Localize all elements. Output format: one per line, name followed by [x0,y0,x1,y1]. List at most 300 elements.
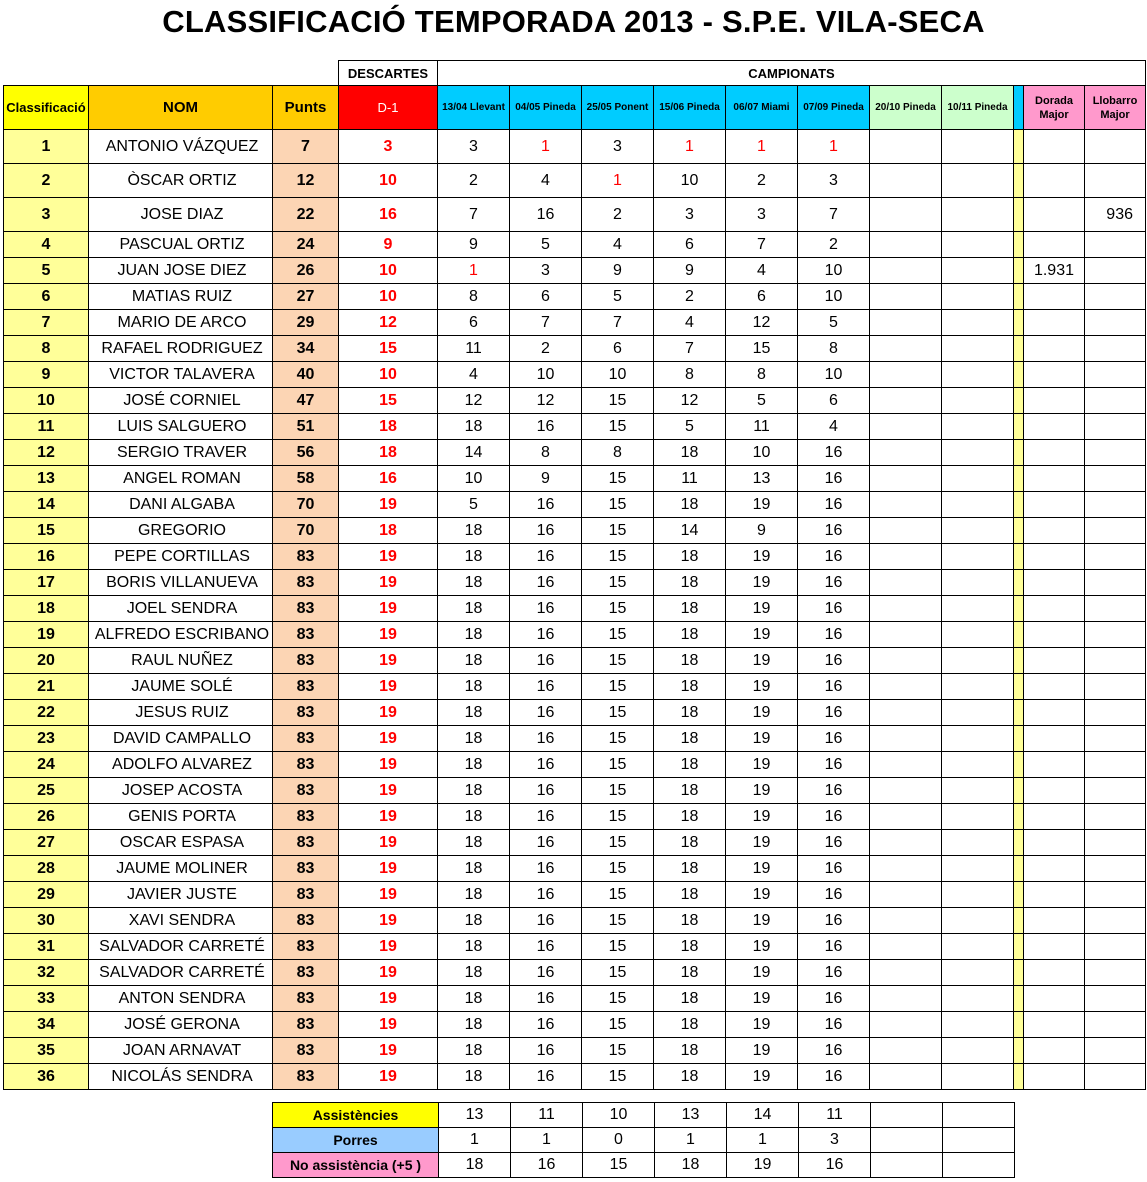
discard-cell: 10 [339,164,438,198]
score-cell: 18 [438,674,510,700]
score-cell: 15 [582,648,654,674]
table-row [4,752,1146,778]
score-cell: 16 [798,596,870,622]
score-cell: 15 [582,882,654,908]
summary-value [871,1128,943,1153]
table-row [4,258,1146,284]
score-cell: 8 [582,440,654,466]
score-cell: 18 [654,726,726,752]
separator-cell [1014,164,1024,198]
score-cell: 5 [726,388,798,414]
score-cell: 19 [726,1064,798,1090]
rank-cell: 14 [4,492,89,518]
points-cell: 83 [273,908,339,934]
discard-cell: 19 [339,934,438,960]
summary-value: 13 [439,1103,511,1128]
score-cell [942,362,1014,388]
separator-cell [1014,284,1024,310]
rank-cell: 16 [4,544,89,570]
score-cell: 6 [510,284,582,310]
header-championship-1: 13/04 Llevant [438,86,510,130]
header-championship-4: 15/06 Pineda [654,86,726,130]
score-cell [942,882,1014,908]
discard-cell: 19 [339,622,438,648]
score-cell [870,310,942,336]
player-name: JUAN JOSE DIEZ [89,258,273,284]
player-name: ALFREDO ESCRIBANO [89,622,273,648]
dorada-cell [1024,596,1085,622]
dorada-cell [1024,856,1085,882]
score-cell: 16 [798,830,870,856]
table-row [4,440,1146,466]
score-cell [870,648,942,674]
summary-value: 1 [439,1128,511,1153]
score-cell: 10 [438,466,510,492]
discard-cell: 18 [339,518,438,544]
player-name: JOSEP ACOSTA [89,778,273,804]
llobarro-cell [1085,622,1146,648]
player-name: RAUL NUÑEZ [89,648,273,674]
header-championship-6: 07/09 Pineda [798,86,870,130]
score-cell: 18 [654,700,726,726]
discard-cell: 10 [339,284,438,310]
score-cell: 15 [582,1038,654,1064]
separator-cell [1014,492,1024,518]
score-cell: 11 [726,414,798,440]
llobarro-cell [1085,960,1146,986]
points-cell: 83 [273,778,339,804]
separator-cell [1014,830,1024,856]
score-cell: 19 [726,726,798,752]
score-cell: 18 [654,830,726,856]
score-cell: 18 [438,778,510,804]
header-championship-5: 06/07 Miami [726,86,798,130]
rank-cell: 31 [4,934,89,960]
score-cell: 18 [438,934,510,960]
rank-cell: 19 [4,622,89,648]
points-cell: 83 [273,752,339,778]
llobarro-cell [1085,164,1146,198]
llobarro-cell [1085,1064,1146,1090]
discard-cell: 19 [339,570,438,596]
score-cell [870,492,942,518]
dorada-cell [1024,622,1085,648]
score-cell: 16 [510,882,582,908]
rank-cell: 4 [4,232,89,258]
score-cell [870,726,942,752]
discard-cell: 16 [339,466,438,492]
score-cell: 8 [510,440,582,466]
standings-table [3,60,1146,1090]
llobarro-cell [1085,518,1146,544]
player-name: ANGEL ROMAN [89,466,273,492]
score-cell: 12 [726,310,798,336]
score-cell: 18 [438,752,510,778]
score-cell: 16 [798,908,870,934]
score-cell: 15 [582,570,654,596]
dorada-cell [1024,492,1085,518]
score-cell: 16 [798,700,870,726]
score-cell: 16 [510,570,582,596]
score-cell [870,440,942,466]
llobarro-cell [1085,752,1146,778]
score-cell: 15 [582,492,654,518]
llobarro-cell [1085,934,1146,960]
separator-cell [1014,1012,1024,1038]
score-cell [870,258,942,284]
summary-value: 1 [727,1128,799,1153]
score-cell: 15 [582,414,654,440]
score-cell [942,466,1014,492]
separator-cell [1014,856,1024,882]
score-cell: 19 [726,804,798,830]
score-cell: 7 [510,310,582,336]
table-row [4,960,1146,986]
player-name: JOEL SENDRA [89,596,273,622]
score-cell: 18 [438,856,510,882]
dorada-cell [1024,284,1085,310]
dorada-cell [1024,198,1085,232]
llobarro-cell [1085,258,1146,284]
score-cell: 5 [798,310,870,336]
rank-cell: 21 [4,674,89,700]
separator-cell [1014,414,1024,440]
discard-cell: 19 [339,882,438,908]
score-cell: 18 [654,804,726,830]
player-name: JOSÉ CORNIEL [89,388,273,414]
score-cell [870,232,942,258]
score-cell [870,596,942,622]
dorada-cell [1024,882,1085,908]
summary-label: Assistències [273,1103,439,1128]
llobarro-cell [1085,388,1146,414]
score-cell: 14 [654,518,726,544]
llobarro-cell [1085,1038,1146,1064]
score-cell: 3 [582,130,654,164]
rank-cell: 22 [4,700,89,726]
points-cell: 70 [273,518,339,544]
points-cell: 83 [273,1064,339,1090]
score-cell [870,960,942,986]
player-name: JOSÉ GERONA [89,1012,273,1038]
dorada-cell [1024,336,1085,362]
rank-cell: 26 [4,804,89,830]
score-cell: 18 [438,908,510,934]
points-cell: 83 [273,596,339,622]
score-cell: 1 [726,130,798,164]
score-cell: 10 [510,362,582,388]
dorada-cell [1024,804,1085,830]
summary-table [272,1102,1015,1178]
llobarro-cell [1085,414,1146,440]
rank-cell: 28 [4,856,89,882]
score-cell: 18 [438,830,510,856]
score-cell: 18 [438,518,510,544]
score-cell: 4 [726,258,798,284]
score-cell: 6 [438,310,510,336]
points-cell: 12 [273,164,339,198]
points-cell: 29 [273,310,339,336]
points-cell: 22 [273,198,339,232]
score-cell: 15 [726,336,798,362]
score-cell [870,830,942,856]
score-cell: 16 [510,856,582,882]
blank-header-cell [4,61,339,86]
summary-value: 11 [799,1103,871,1128]
score-cell: 18 [438,1064,510,1090]
score-cell: 19 [726,1038,798,1064]
score-cell [942,1064,1014,1090]
player-name: DAVID CAMPALLO [89,726,273,752]
table-row [4,362,1146,388]
score-cell: 10 [798,284,870,310]
score-cell: 9 [654,258,726,284]
score-cell: 15 [582,804,654,830]
table-row [4,830,1146,856]
table-row [4,198,1146,232]
summary-value [943,1103,1015,1128]
rank-cell: 27 [4,830,89,856]
dorada-cell: 1.931 [1024,258,1085,284]
score-cell [870,130,942,164]
player-name: XAVI SENDRA [89,908,273,934]
score-cell: 19 [726,700,798,726]
score-cell: 18 [654,1064,726,1090]
score-cell [942,622,1014,648]
table-row [4,310,1146,336]
dorada-cell [1024,1038,1085,1064]
score-cell [870,362,942,388]
score-cell: 4 [654,310,726,336]
score-cell: 19 [726,778,798,804]
score-cell: 16 [510,1012,582,1038]
score-cell: 16 [798,544,870,570]
player-name: OSCAR ESPASA [89,830,273,856]
discard-cell: 19 [339,1012,438,1038]
score-cell [870,466,942,492]
score-cell: 18 [654,908,726,934]
score-cell: 18 [654,440,726,466]
summary-label: No assistència (+5 ) [273,1153,439,1178]
separator-cell [1014,934,1024,960]
llobarro-cell [1085,1012,1146,1038]
discard-cell: 9 [339,232,438,258]
score-cell: 16 [510,198,582,232]
header-punts: Punts [273,86,339,130]
table-row [4,856,1146,882]
rank-cell: 12 [4,440,89,466]
player-name: MATIAS RUIZ [89,284,273,310]
rank-cell: 11 [4,414,89,440]
summary-value [943,1128,1015,1153]
score-cell: 9 [438,232,510,258]
summary-value: 14 [727,1103,799,1128]
score-cell: 18 [654,674,726,700]
score-cell [942,700,1014,726]
separator-cell [1014,622,1024,648]
points-cell: 51 [273,414,339,440]
score-cell: 2 [438,164,510,198]
score-cell [942,908,1014,934]
discard-cell: 19 [339,1038,438,1064]
score-cell: 15 [582,674,654,700]
header-classificacio: Classificació [4,86,89,130]
score-cell: 19 [726,674,798,700]
score-cell: 6 [798,388,870,414]
table-row [4,336,1146,362]
points-cell: 26 [273,258,339,284]
separator-cell [1014,700,1024,726]
score-cell [942,960,1014,986]
score-cell: 1 [654,130,726,164]
rank-cell: 20 [4,648,89,674]
score-cell: 18 [654,986,726,1012]
points-cell: 83 [273,856,339,882]
llobarro-cell [1085,466,1146,492]
summary-value: 18 [439,1153,511,1178]
score-cell: 6 [582,336,654,362]
score-cell [870,752,942,778]
discard-cell: 19 [339,778,438,804]
header-d1: D-1 [339,86,438,130]
score-cell: 16 [798,648,870,674]
score-cell: 18 [438,570,510,596]
player-name: SERGIO TRAVER [89,440,273,466]
score-cell: 12 [654,388,726,414]
points-cell: 83 [273,830,339,856]
rank-cell: 32 [4,960,89,986]
points-cell: 34 [273,336,339,362]
separator-cell [1014,310,1024,336]
score-cell [942,414,1014,440]
rank-cell: 29 [4,882,89,908]
points-cell: 47 [273,388,339,414]
score-cell: 18 [654,934,726,960]
score-cell: 18 [654,492,726,518]
score-cell: 13 [726,466,798,492]
score-cell: 1 [438,258,510,284]
score-cell: 16 [798,622,870,648]
score-cell [870,804,942,830]
player-name: JAUME SOLÉ [89,674,273,700]
rank-cell: 9 [4,362,89,388]
dorada-cell [1024,1012,1085,1038]
player-name: RAFAEL RODRIGUEZ [89,336,273,362]
summary-value: 18 [655,1153,727,1178]
score-cell: 18 [654,752,726,778]
llobarro-cell [1085,778,1146,804]
score-cell [942,258,1014,284]
rank-cell: 36 [4,1064,89,1090]
llobarro-cell [1085,544,1146,570]
score-cell: 18 [438,726,510,752]
table-row [4,674,1146,700]
score-cell: 16 [510,1038,582,1064]
score-cell [870,908,942,934]
rank-cell: 30 [4,908,89,934]
score-cell [942,934,1014,960]
player-name: JAVIER JUSTE [89,882,273,908]
score-cell: 3 [654,198,726,232]
separator-cell [1014,258,1024,284]
score-cell: 16 [798,1012,870,1038]
discard-cell: 19 [339,1064,438,1090]
dorada-cell [1024,518,1085,544]
rank-cell: 34 [4,1012,89,1038]
discard-cell: 16 [339,198,438,232]
score-cell: 10 [654,164,726,198]
table-row [4,934,1146,960]
score-cell: 7 [438,198,510,232]
score-cell [870,778,942,804]
score-cell: 18 [654,544,726,570]
score-cell [870,1038,942,1064]
player-name: MARIO DE ARCO [89,310,273,336]
group-descartes: DESCARTES [339,61,438,86]
score-cell: 18 [438,622,510,648]
score-cell: 8 [438,284,510,310]
score-cell: 6 [726,284,798,310]
separator-cell [1014,1064,1024,1090]
score-cell: 15 [582,830,654,856]
table-row [4,544,1146,570]
score-cell: 14 [438,440,510,466]
score-cell: 16 [798,1038,870,1064]
dorada-cell [1024,960,1085,986]
table-row [4,596,1146,622]
table-row [4,284,1146,310]
score-cell [870,284,942,310]
score-cell [870,1012,942,1038]
score-cell: 16 [510,804,582,830]
score-cell: 5 [438,492,510,518]
score-cell: 18 [438,1012,510,1038]
player-name: SALVADOR CARRETÉ [89,934,273,960]
score-cell: 3 [726,198,798,232]
score-cell: 18 [438,544,510,570]
score-cell: 18 [654,648,726,674]
table-row [4,388,1146,414]
discard-cell: 19 [339,544,438,570]
score-cell: 16 [798,934,870,960]
rank-cell: 10 [4,388,89,414]
dorada-cell [1024,830,1085,856]
rank-cell: 6 [4,284,89,310]
rank-cell: 7 [4,310,89,336]
table-row [4,1038,1146,1064]
score-cell [870,164,942,198]
score-cell: 19 [726,752,798,778]
discard-cell: 19 [339,596,438,622]
table-row [4,778,1146,804]
score-cell [942,674,1014,700]
rank-cell: 2 [4,164,89,198]
score-cell: 15 [582,596,654,622]
player-name: SALVADOR CARRETÉ [89,960,273,986]
summary-value: 3 [799,1128,871,1153]
score-cell: 16 [510,544,582,570]
score-cell: 15 [582,726,654,752]
discard-cell: 19 [339,492,438,518]
score-cell: 9 [582,258,654,284]
discard-cell: 12 [339,310,438,336]
score-cell: 15 [582,1012,654,1038]
score-cell: 19 [726,648,798,674]
score-cell [870,1064,942,1090]
score-cell [942,1038,1014,1064]
llobarro-cell: 936 [1085,198,1146,232]
discard-cell: 19 [339,804,438,830]
